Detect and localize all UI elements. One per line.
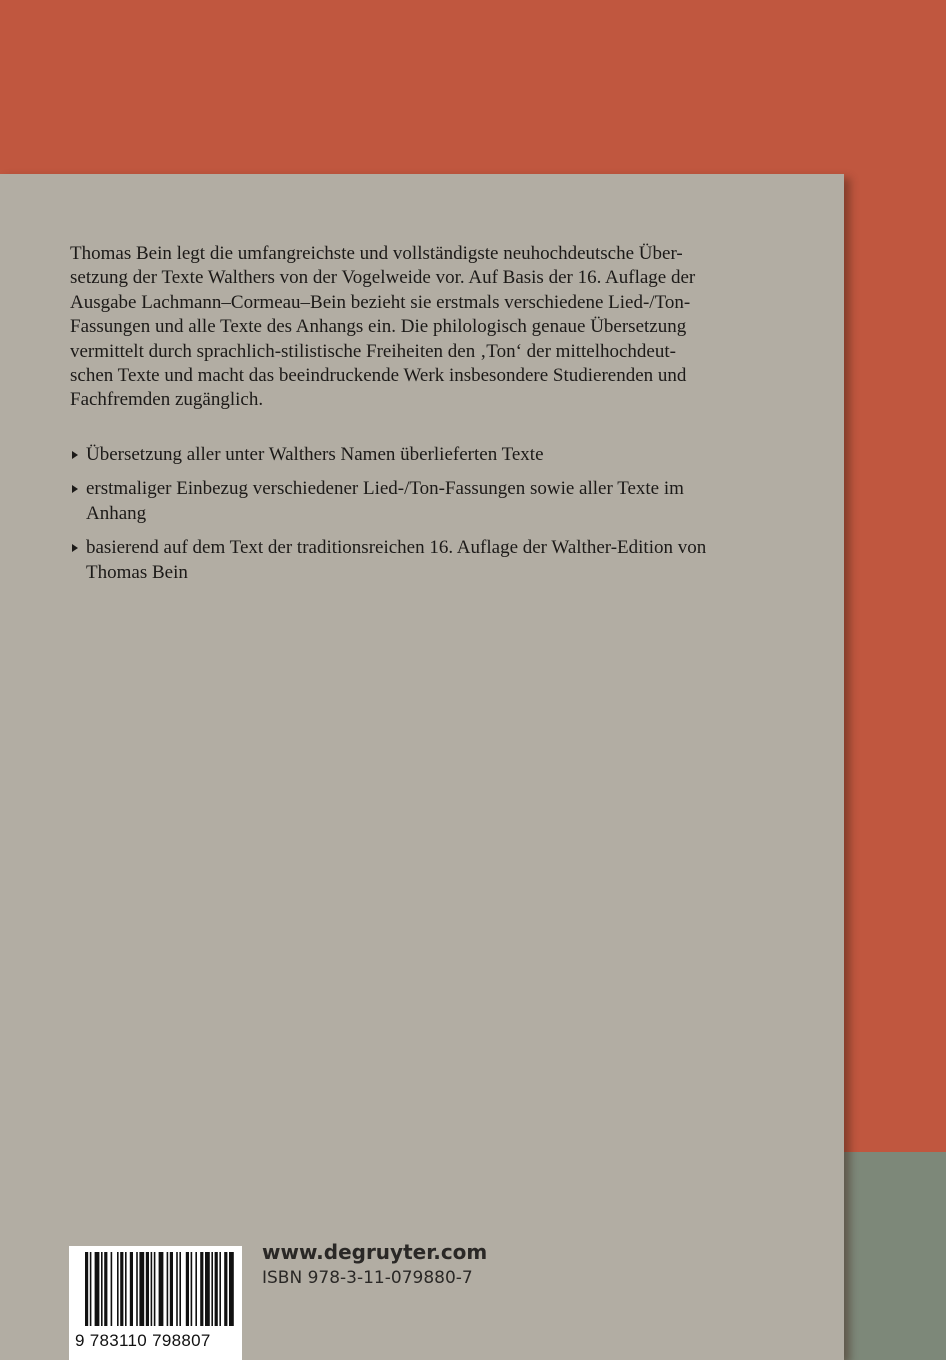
feature-line: Anhang	[86, 502, 147, 524]
description-line: Ausgabe Lachmann–Cormeau–Bein bezieht sie erstmals verschiedene Lied-/Ton-	[70, 291, 691, 313]
triangle-bullet-icon	[72, 544, 78, 552]
feature-item	[70, 443, 780, 467]
description-line: Fachfremden zugänglich.	[70, 389, 264, 411]
feature-line: Thomas Bein	[86, 561, 188, 583]
feature-line: basierend auf dem Text der traditionsreichen 16. Auflage der Walther-Edition von	[86, 537, 707, 559]
triangle-bullet-icon	[72, 485, 78, 493]
barcode-bars-icon	[69, 1246, 242, 1332]
accent-color-block	[844, 1152, 946, 1360]
isbn-number: ISBN 978-3-11-079880-7	[262, 1268, 473, 1288]
feature-item	[70, 536, 780, 585]
book-description	[70, 242, 770, 413]
feature-line: Übersetzung aller unter Walthers Namen überlieferten Texte	[86, 444, 544, 465]
description-line: schen Texte und macht das beeindruckende Werk insbesondere Studierenden und	[70, 365, 687, 387]
barcode-digits: 9 783110 798807	[75, 1331, 211, 1350]
isbn-barcode	[69, 1246, 242, 1360]
description-line: setzung der Texte Walthers von der Vogelweide vor. Auf Basis der 16. Auflage der	[70, 267, 696, 289]
feature-line: erstmaliger Einbezug verschiedener Lied-/Ton-Fassungen sowie aller Texte im	[86, 478, 684, 500]
description-line: Fassungen und alle Texte des Anhangs ein. Die philologisch genaue Übersetzung	[70, 316, 687, 338]
triangle-bullet-icon	[72, 451, 78, 459]
publisher-website-link[interactable]: www.degruyter.com	[262, 1240, 488, 1264]
description-line: Thomas Bein legt die umfangreichste und vollständigste neuhochdeutsche Über-	[70, 243, 683, 264]
feature-item	[70, 477, 780, 526]
description-line: vermittelt durch sprachlich-stilistische Freiheiten den ‚Ton‘ der mittelhochdeut-	[70, 340, 676, 362]
feature-list	[70, 443, 780, 595]
